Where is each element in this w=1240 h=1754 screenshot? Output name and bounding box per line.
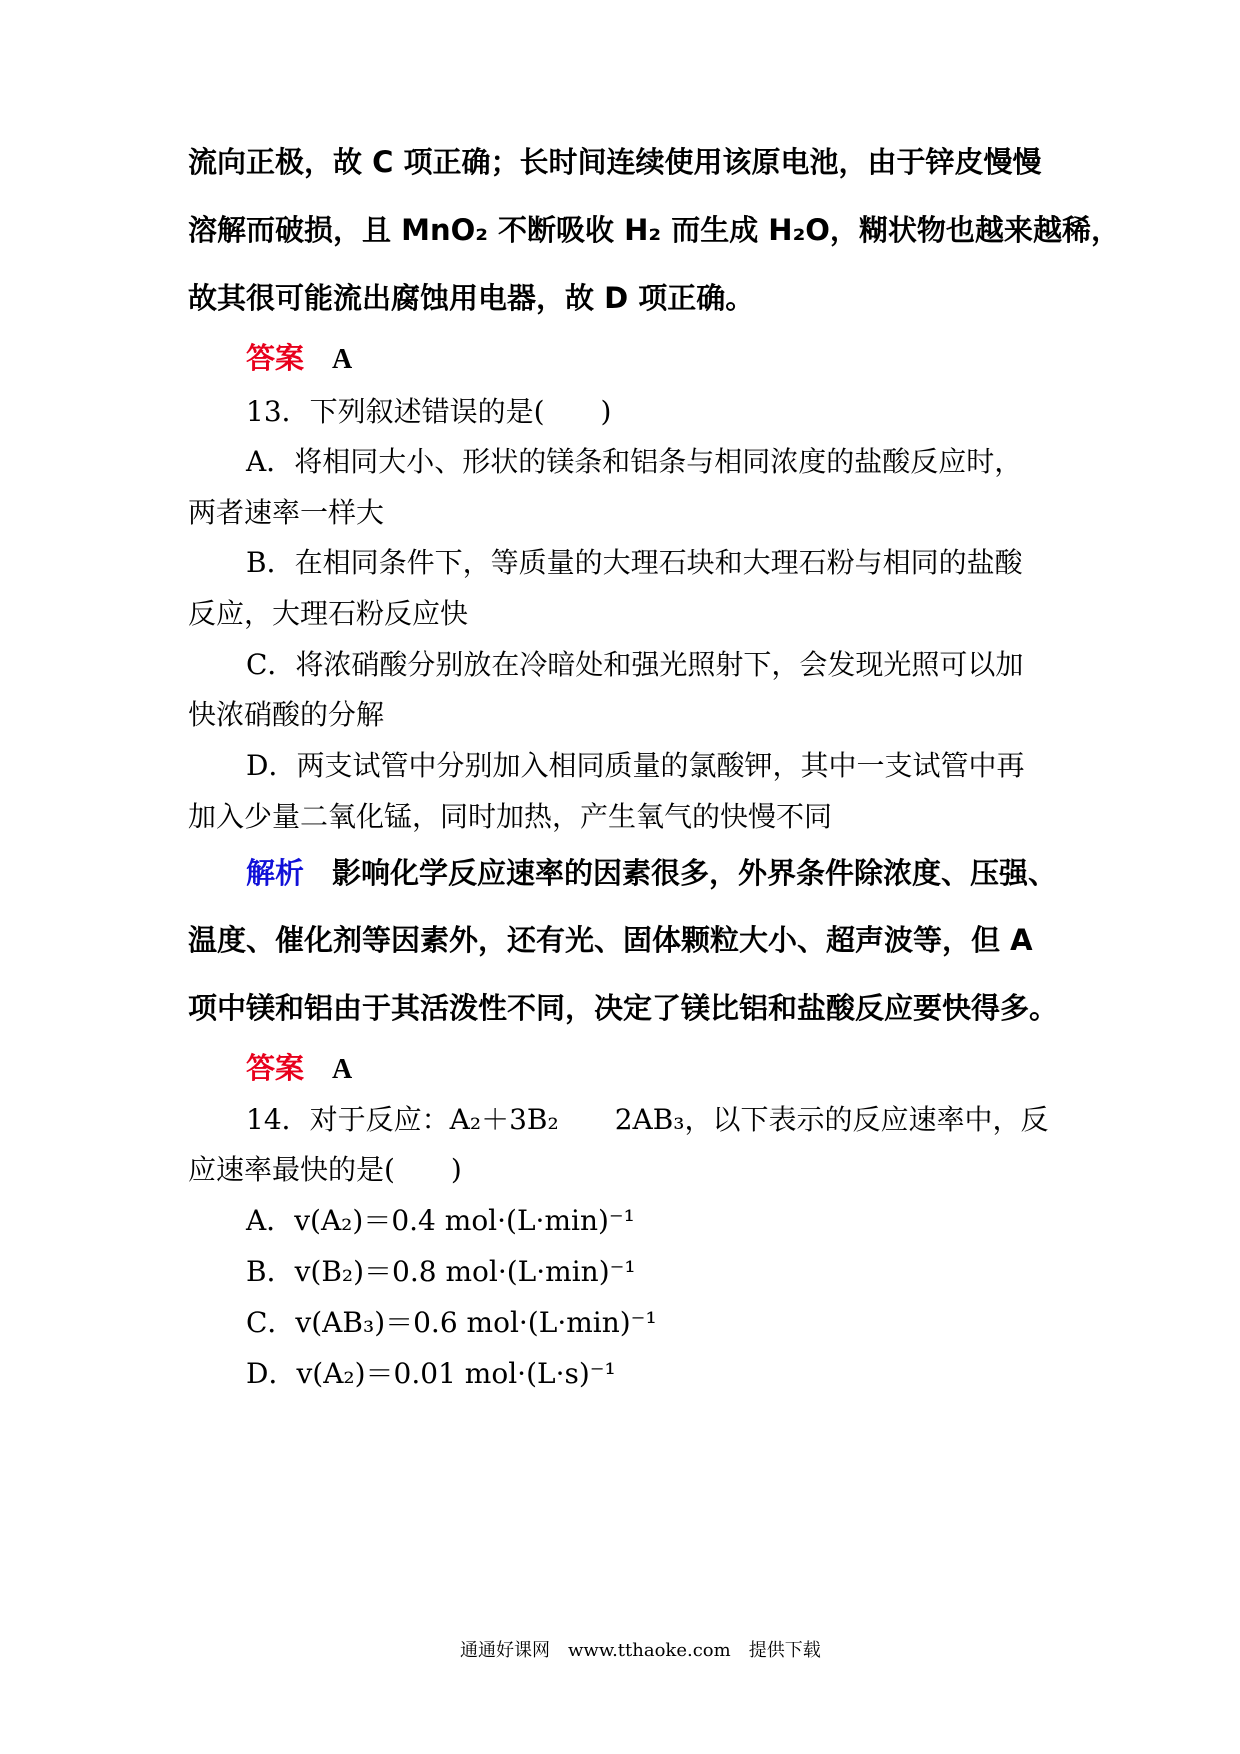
question-14-stem-line-2: 应速率最快的是( ) — [188, 1153, 462, 1186]
answer-13 — [246, 1046, 352, 1087]
answer-label: 答案 — [246, 1051, 305, 1085]
question-14-stem-line-1: 14．对于反应：A₂＋3B₂ 2AB₃，以下表示的反应速率中，反 — [246, 1103, 1049, 1136]
question-13-option-d-line-2: 加入少量二氧化锰，同时加热，产生氧气的快慢不同 — [188, 800, 833, 833]
question-13-option-d-line-1: D．两支试管中分别加入相同质量的氯酸钾，其中一支试管中再 — [246, 749, 1025, 782]
analysis-13-line-3: 项中镁和铝由于其活泼性不同，决定了镁比铝和盐酸反应要快得多。 — [188, 991, 1059, 1025]
explanation-line-2: 溶解而破损，且 MnO₂ 不断吸收 H₂ 而生成 H₂O，糊状物也越来越稀， — [188, 213, 1120, 247]
question-13-stem: 13．下列叙述错误的是( ) — [246, 395, 612, 428]
question-13-option-a-line-1: A．将相同大小、形状的镁条和铝条与相同浓度的盐酸反应时， — [246, 445, 1023, 478]
question-13-option-c-line-2: 快浓硝酸的分解 — [188, 698, 385, 731]
question-14-option-d: D．v(A₂)＝0.01 mol·(L·s)⁻¹ — [246, 1357, 616, 1390]
question-14-option-b: B．v(B₂)＝0.8 mol·(L·min)⁻¹ — [246, 1255, 636, 1288]
analysis-13-line-2: 温度、催化剂等因素外，还有光、固体颗粒大小、超声波等，但 A — [188, 923, 1033, 957]
answer-value: A — [332, 344, 353, 375]
question-13-option-a-line-2: 两者速率一样大 — [188, 496, 385, 529]
analysis-text: 影响化学反应速率的因素很多，外界条件除浓度、压强、 — [332, 856, 1058, 890]
answer-12 — [246, 336, 352, 377]
analysis-13-line-1 — [246, 851, 1057, 892]
answer-label: 答案 — [246, 341, 305, 375]
question-13-option-b-line-2: 反应，大理石粉反应快 — [188, 597, 469, 630]
question-13-option-b-line-1: B．在相同条件下，等质量的大理石块和大理石粉与相同的盐酸 — [246, 546, 1023, 579]
question-14-option-a: A．v(A₂)＝0.4 mol·(L·min)⁻¹ — [246, 1204, 635, 1237]
analysis-label: 解析 — [246, 856, 305, 890]
explanation-line-3: 故其很可能流出腐蚀用电器，故 D 项正确。 — [188, 281, 755, 315]
question-13-option-c-line-1: C．将浓硝酸分别放在冷暗处和强光照射下，会发现光照可以加 — [246, 648, 1024, 681]
footer-source: 通通好课网 www.tthaoke.com 提供下载 — [460, 1640, 821, 1661]
answer-value: A — [332, 1054, 353, 1085]
explanation-line-1: 流向正极，故 C 项正确；长时间连续使用该原电池，由于锌皮慢慢 — [188, 145, 1042, 179]
question-14-option-c: C．v(AB₃)＝0.6 mol·(L·min)⁻¹ — [246, 1306, 657, 1339]
